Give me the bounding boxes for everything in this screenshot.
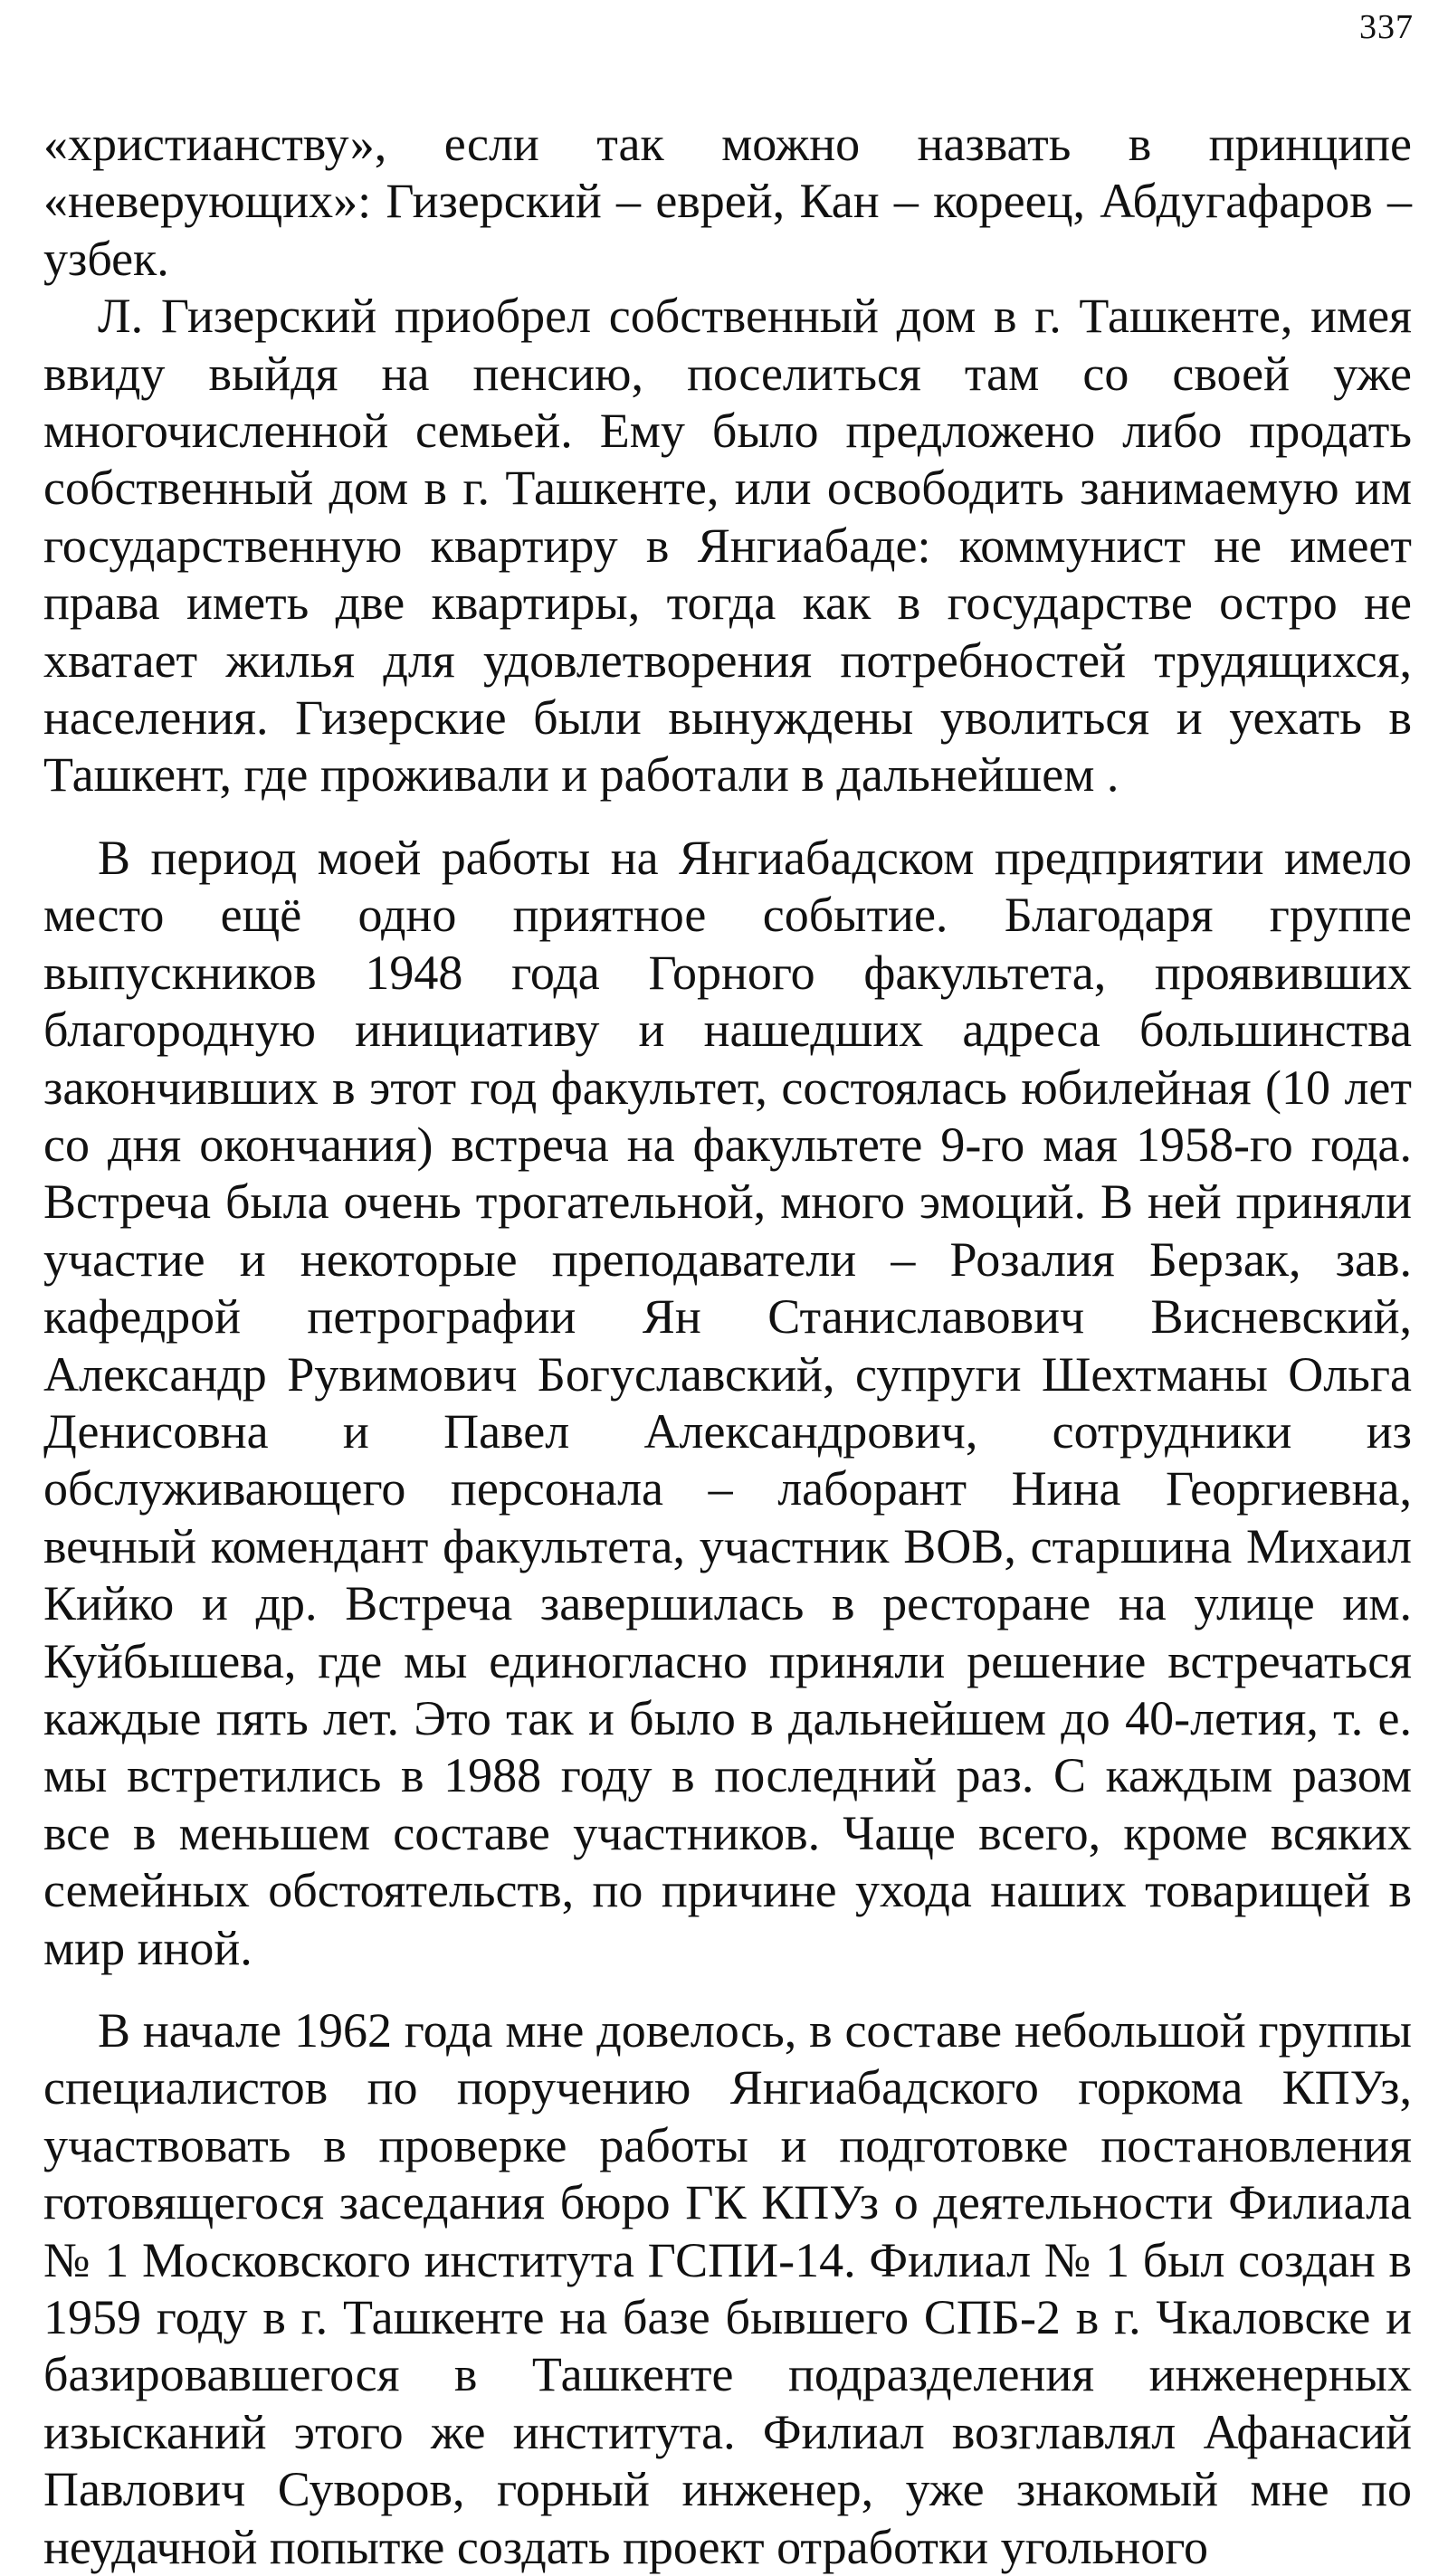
paragraph-filial-inspection: В начале 1962 года мне довелось, в составе небольшой группы специалистов по поручению Янгиабадского горкома КПУз, участвовать в проверке работы и подготовке постановления готовящегося заседания бюро ГК КПУз о деятельности Филиала № 1 Московского института ГСПИ-14. Филиал № 1 был создан в 1959 году в г. Ташкенте на базе бывшего СПБ-2 в г. Чкаловске и базировавшегося в Ташкенте подразделения инженерных изысканий этого же института. Филиал возглавлял Афанасий Павлович Суворов, горный инженер, уже знакомый мне по неудачной попытке создать проект отработки угольного [43,2003,1412,2574]
paragraph-reunion: В период моей работы на Янгиабадском предприятии имело место ещё одно приятное событие. Благодаря группе выпускников 1948 года Горного факультета, проявивших благородную инициативу и нашедших адреса большинства закончивших в этот год факультет, состоялась юбилейная (10 лет со дня окончания) встреча на факультете 9-го мая 1958-го года. Встреча была очень трогательной, много эмоций. В ней приняли участие и некоторые преподаватели – Розалия Берзак, зав. кафедрой петрографии Ян Станиславович Висневский, Александр Рувимович Богуславский, супруги Шехтманы Ольга Денисовна и Павел Александрович, сотрудники из обслуживающего персонала – лаборант Нина Георгиевна, вечный комендант факультета, участник ВОВ, старшина Михаил Кийко и др. Встреча завершилась в ресторане на улице им. Куйбышева, где мы единогласно приняли решение встречаться каждые пять лет. Это так и было в дальнейшем до 40-летия, т. е. мы встретились в 1988 году в последний раз. С каждым разом все в меньшем составе участников. Чаще всего, кроме всяких семейных обстоятельств, по причине ухода наших товарищей в мир иной. [43,830,1412,1975]
paragraph-gizersky-house: Л. Гизерский приобрел собственный дом в г. Ташкенте, имея ввиду выйдя на пенсию, поселиться там со своей уже многочисленной семьей. Ему было предложено либо продать собственный дом в г. Ташкенте, или освободить занимаемую им государственную квартиру в Янгиабаде: коммунист не имеет права иметь две квартиры, тогда как в государстве остро не хватает жилья для удовлетворения потребностей трудящихся, населения. Гизерские были вынуждены уволиться и уехать в Ташкент, где проживали и работали в дальнейшем . [43,289,1412,803]
page-number: 337 [1359,8,1414,46]
body-text [43,116,1412,2576]
paragraph-continuation: «христианству», если так можно назвать в принципе «неверующих»: Гизерский – еврей, Кан – кореец, Абдугафаров – узбек. [43,117,1412,286]
